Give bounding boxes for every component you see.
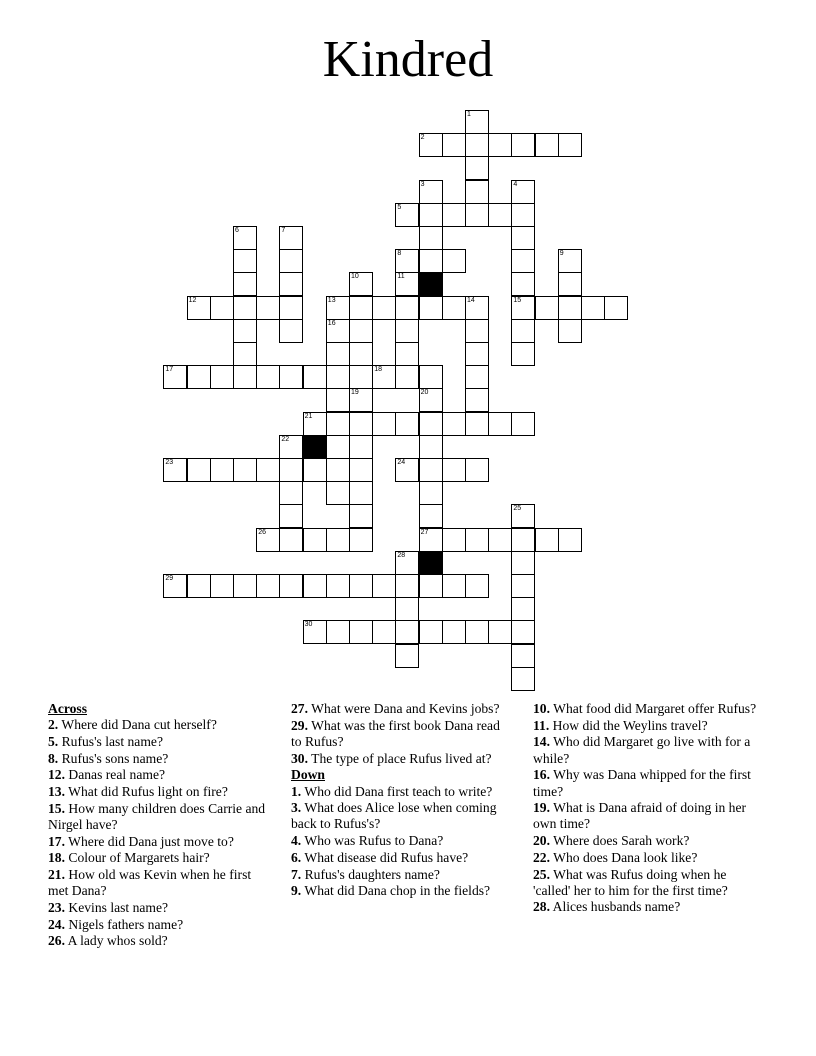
grid-cell[interactable] bbox=[349, 388, 373, 412]
grid-cell[interactable] bbox=[511, 180, 535, 204]
grid-cell[interactable] bbox=[210, 574, 234, 598]
clue-text: Who did Dana first teach to write? bbox=[304, 783, 493, 799]
across-clue bbox=[48, 917, 274, 933]
grid-cell[interactable] bbox=[511, 528, 535, 552]
across-clue bbox=[48, 834, 274, 850]
clue-text: Why was Dana whipped for the first time? bbox=[533, 767, 751, 799]
grid-cell[interactable] bbox=[419, 528, 443, 552]
grid-cell[interactable] bbox=[326, 365, 350, 389]
grid-cell[interactable] bbox=[511, 133, 535, 157]
grid-cell[interactable] bbox=[349, 458, 373, 482]
cell-number: 21 bbox=[304, 412, 313, 420]
grid-cell[interactable] bbox=[256, 528, 280, 552]
grid-cell[interactable] bbox=[511, 620, 535, 644]
grid-cell[interactable] bbox=[395, 412, 419, 436]
puzzle-title: Kindred bbox=[322, 31, 494, 88]
cell-number: 12 bbox=[188, 296, 197, 304]
cell-number: 22 bbox=[281, 435, 290, 443]
grid-cell[interactable] bbox=[395, 365, 419, 389]
grid-cell[interactable] bbox=[419, 435, 443, 459]
grid-cell[interactable] bbox=[442, 296, 466, 320]
grid-cell[interactable] bbox=[187, 296, 211, 320]
clue-number: 14. bbox=[533, 734, 550, 750]
grid-cell[interactable] bbox=[395, 597, 419, 621]
grid-cell[interactable] bbox=[419, 458, 443, 482]
grid-cell[interactable] bbox=[488, 528, 512, 552]
across-clue bbox=[48, 801, 274, 833]
grid-cell[interactable] bbox=[326, 388, 350, 412]
grid-cell[interactable] bbox=[349, 296, 373, 320]
grid-cell[interactable] bbox=[303, 365, 327, 389]
clue-text: Alices husbands name? bbox=[552, 899, 681, 915]
clue-text: Where did Dana cut herself? bbox=[61, 717, 217, 733]
grid-cell[interactable] bbox=[419, 249, 443, 273]
grid-cell[interactable] bbox=[419, 203, 443, 227]
cell-number: 17 bbox=[165, 366, 174, 374]
down-clue bbox=[291, 800, 513, 832]
grid-cell[interactable] bbox=[442, 412, 466, 436]
cell-number: 19 bbox=[351, 389, 359, 397]
grid-cell[interactable] bbox=[163, 458, 187, 482]
grid-cell[interactable] bbox=[233, 319, 257, 343]
down-clue bbox=[533, 833, 765, 849]
grid-cell[interactable] bbox=[465, 342, 489, 366]
grid-cell[interactable] bbox=[419, 296, 443, 320]
grid-cell[interactable] bbox=[349, 342, 373, 366]
grid-cell[interactable] bbox=[233, 574, 257, 598]
clue-number: 2. bbox=[48, 717, 59, 733]
grid-cell[interactable] bbox=[326, 319, 350, 343]
clue-text: What did Rufus light on fire? bbox=[68, 784, 228, 800]
black-square bbox=[303, 435, 327, 459]
across-clue bbox=[291, 701, 513, 717]
clue-number: 8. bbox=[48, 750, 59, 766]
grid-cell[interactable] bbox=[326, 481, 350, 505]
grid-cell[interactable] bbox=[465, 620, 489, 644]
across-clue bbox=[48, 867, 274, 899]
grid-cell[interactable] bbox=[465, 296, 489, 320]
grid-cell[interactable] bbox=[349, 412, 373, 436]
grid-cell[interactable] bbox=[303, 528, 327, 552]
grid-cell[interactable] bbox=[395, 620, 419, 644]
grid-cell[interactable] bbox=[511, 667, 535, 691]
grid-cell[interactable] bbox=[372, 365, 396, 389]
grid-cell[interactable] bbox=[465, 458, 489, 482]
grid-cell[interactable] bbox=[442, 620, 466, 644]
grid-cell[interactable] bbox=[511, 574, 535, 598]
cell-number: 24 bbox=[397, 459, 406, 466]
grid-cell[interactable] bbox=[442, 203, 466, 227]
grid-cell[interactable] bbox=[349, 481, 373, 505]
grid-cell[interactable] bbox=[465, 180, 489, 204]
grid-cell[interactable] bbox=[419, 133, 443, 157]
cell-number: 27 bbox=[420, 528, 429, 536]
clue-number: 9. bbox=[291, 883, 302, 899]
clue-text: What was the first book Dana read to Rufus? bbox=[291, 717, 500, 749]
grid-cell[interactable] bbox=[442, 458, 466, 482]
grid-cell[interactable] bbox=[395, 574, 419, 598]
grid-cell[interactable] bbox=[535, 528, 559, 552]
grid-cell[interactable] bbox=[303, 574, 327, 598]
grid-cell[interactable] bbox=[163, 574, 187, 598]
clue-text: Rufus's last name? bbox=[61, 733, 163, 749]
cell-number: 5 bbox=[397, 203, 402, 211]
across-clue bbox=[48, 933, 274, 949]
grid-cell[interactable] bbox=[511, 342, 535, 366]
grid-cell[interactable] bbox=[419, 388, 443, 412]
grid-cell[interactable] bbox=[465, 412, 489, 436]
cell-number: 9 bbox=[559, 250, 564, 258]
grid-cell[interactable] bbox=[558, 272, 582, 296]
clue-text: Kevins last name? bbox=[68, 899, 169, 915]
grid-cell[interactable] bbox=[210, 296, 234, 320]
grid-cell[interactable] bbox=[256, 296, 280, 320]
clue-number: 23. bbox=[48, 899, 65, 915]
across-clue bbox=[48, 900, 274, 916]
grid-cell[interactable] bbox=[465, 110, 489, 134]
clue-number: 17. bbox=[48, 833, 65, 849]
grid-cell[interactable] bbox=[163, 365, 187, 389]
grid-cell[interactable] bbox=[233, 365, 257, 389]
clue-text: What is Dana afraid of doing in her own time? bbox=[533, 800, 747, 832]
grid-cell[interactable] bbox=[465, 574, 489, 598]
down-clue bbox=[533, 718, 765, 734]
clue-number: 15. bbox=[48, 800, 65, 816]
cell-number: 3 bbox=[420, 180, 425, 188]
clue-text: Rufus's sons name? bbox=[61, 750, 169, 766]
grid-cell[interactable] bbox=[349, 272, 373, 296]
clue-text: How many children does Carrie and Nirgel have? bbox=[48, 800, 266, 832]
grid-cell[interactable] bbox=[511, 203, 535, 227]
grid-cell[interactable] bbox=[372, 412, 396, 436]
clue-number: 6. bbox=[291, 849, 302, 865]
across-clue bbox=[291, 751, 513, 767]
down-clue bbox=[291, 850, 513, 866]
clue-number: 24. bbox=[48, 916, 65, 932]
grid-cell[interactable] bbox=[233, 342, 257, 366]
clue-text: What disease did Rufus have? bbox=[304, 849, 469, 865]
clue-number: 4. bbox=[291, 833, 302, 849]
grid-cell[interactable] bbox=[372, 620, 396, 644]
grid-cell[interactable] bbox=[395, 644, 419, 668]
grid-cell[interactable] bbox=[349, 620, 373, 644]
black-square bbox=[419, 551, 443, 575]
grid-cell[interactable] bbox=[511, 272, 535, 296]
cell-number: 28 bbox=[397, 551, 406, 559]
clue-text: Rufus's daughters name? bbox=[304, 866, 440, 882]
grid-cell[interactable] bbox=[511, 551, 535, 575]
grid-cell[interactable] bbox=[279, 272, 303, 296]
clue-text: Danas real name? bbox=[68, 767, 166, 783]
cell-number: 4 bbox=[513, 180, 518, 188]
clue-text: Who was Rufus to Dana? bbox=[304, 833, 444, 849]
grid-cell[interactable] bbox=[465, 365, 489, 389]
grid-cell[interactable] bbox=[279, 249, 303, 273]
grid-cell[interactable] bbox=[419, 226, 443, 250]
grid-cell[interactable] bbox=[326, 458, 350, 482]
cell-number: 1 bbox=[467, 111, 471, 118]
clue-number: 3. bbox=[291, 800, 302, 816]
grid-cell[interactable] bbox=[233, 296, 257, 320]
clue-number: 10. bbox=[533, 701, 550, 716]
clue-text: Nigels fathers name? bbox=[68, 916, 184, 932]
grid-cell[interactable] bbox=[279, 504, 303, 528]
clue-text: Where does Sarah work? bbox=[553, 833, 690, 849]
black-square bbox=[419, 272, 443, 296]
down-clue bbox=[533, 767, 765, 799]
grid-cell[interactable] bbox=[395, 458, 419, 482]
clue-text: Who does Dana look like? bbox=[553, 849, 698, 865]
grid-cell[interactable] bbox=[442, 574, 466, 598]
down-clue bbox=[291, 883, 513, 899]
cell-number: 6 bbox=[235, 227, 239, 234]
grid-cell[interactable] bbox=[187, 574, 211, 598]
cell-number: 29 bbox=[165, 575, 174, 582]
clues-column-1 bbox=[48, 701, 274, 950]
grid-cell[interactable] bbox=[558, 296, 582, 320]
cell-number: 7 bbox=[281, 227, 286, 234]
down-clue bbox=[291, 833, 513, 849]
cell-number: 26 bbox=[258, 528, 266, 536]
clue-number: 12. bbox=[48, 767, 65, 783]
grid-cell[interactable] bbox=[256, 574, 280, 598]
clue-number: 26. bbox=[48, 933, 65, 949]
grid-cell[interactable] bbox=[326, 435, 350, 459]
grid-cell[interactable] bbox=[279, 528, 303, 552]
grid-cell[interactable] bbox=[558, 249, 582, 273]
down-clue bbox=[533, 867, 765, 899]
cell-number: 16 bbox=[327, 319, 336, 327]
down-clue bbox=[533, 800, 765, 832]
clue-number: 30. bbox=[291, 750, 308, 766]
grid-cell[interactable] bbox=[465, 388, 489, 412]
clue-number: 21. bbox=[48, 867, 65, 883]
clue-text: A lady whos sold? bbox=[67, 933, 168, 949]
grid-cell[interactable] bbox=[349, 528, 373, 552]
grid-cell[interactable] bbox=[395, 319, 419, 343]
clue-number: 29. bbox=[291, 717, 308, 733]
grid-cell[interactable] bbox=[511, 296, 535, 320]
grid-cell[interactable] bbox=[349, 435, 373, 459]
clue-text: What does Alice lose when coming back to Rufus's? bbox=[291, 800, 497, 832]
grid-cell[interactable] bbox=[419, 412, 443, 436]
grid-cell[interactable] bbox=[581, 296, 605, 320]
down-clue bbox=[533, 899, 765, 915]
down-clue bbox=[533, 701, 765, 717]
grid-cell[interactable] bbox=[395, 296, 419, 320]
grid-cell[interactable] bbox=[558, 133, 582, 157]
clue-number: 27. bbox=[291, 701, 308, 716]
grid-cell[interactable] bbox=[279, 574, 303, 598]
across-clue bbox=[48, 767, 274, 783]
grid-cell[interactable] bbox=[465, 528, 489, 552]
down-clue bbox=[291, 784, 513, 800]
clue-number: 11. bbox=[533, 717, 550, 733]
clue-text: Where did Dana just move to? bbox=[68, 833, 234, 849]
grid-cell[interactable] bbox=[326, 620, 350, 644]
clue-text: What was Rufus doing when he 'called' her to him for the first time? bbox=[533, 866, 728, 898]
clue-number: 19. bbox=[533, 800, 550, 816]
grid-cell[interactable] bbox=[210, 365, 234, 389]
grid-cell[interactable] bbox=[511, 504, 535, 528]
grid-cell[interactable] bbox=[465, 133, 489, 157]
clue-number: 22. bbox=[533, 849, 550, 865]
grid-cell[interactable] bbox=[419, 574, 443, 598]
grid-cell[interactable] bbox=[372, 296, 396, 320]
grid-cell[interactable] bbox=[187, 458, 211, 482]
grid-cell[interactable] bbox=[558, 528, 582, 552]
clue-text: Who did Margaret go live with for a while? bbox=[533, 734, 751, 766]
grid-cell[interactable] bbox=[303, 620, 327, 644]
clue-number: 7. bbox=[291, 866, 302, 882]
grid-cell[interactable] bbox=[488, 133, 512, 157]
grid-cell[interactable] bbox=[442, 249, 466, 273]
clue-number: 13. bbox=[48, 784, 65, 800]
grid-cell[interactable] bbox=[511, 597, 535, 621]
grid-cell[interactable] bbox=[326, 528, 350, 552]
clue-number: 5. bbox=[48, 733, 59, 749]
grid-cell[interactable] bbox=[419, 504, 443, 528]
grid-cell[interactable] bbox=[535, 133, 559, 157]
grid-cell[interactable] bbox=[326, 574, 350, 598]
grid-cell[interactable] bbox=[349, 504, 373, 528]
clue-text: Colour of Margarets hair? bbox=[68, 850, 210, 866]
grid-cell[interactable] bbox=[442, 528, 466, 552]
grid-cell[interactable] bbox=[279, 458, 303, 482]
grid-cell[interactable] bbox=[419, 365, 443, 389]
grid-cell[interactable] bbox=[511, 319, 535, 343]
grid-cell[interactable] bbox=[535, 296, 559, 320]
grid-cell[interactable] bbox=[442, 133, 466, 157]
grid-cell[interactable] bbox=[419, 180, 443, 204]
grid-cell[interactable] bbox=[279, 365, 303, 389]
clue-number: 1. bbox=[291, 783, 302, 799]
grid-cell[interactable] bbox=[395, 272, 419, 296]
grid-cell[interactable] bbox=[279, 296, 303, 320]
down-clue bbox=[291, 867, 513, 883]
grid-cell[interactable] bbox=[604, 296, 628, 320]
across-heading: Across bbox=[48, 701, 88, 716]
grid-cell[interactable] bbox=[233, 249, 257, 273]
grid-cell[interactable] bbox=[465, 203, 489, 227]
grid-cell[interactable] bbox=[349, 319, 373, 343]
across-clue bbox=[48, 784, 274, 800]
clue-text: The type of place Rufus lived at? bbox=[311, 750, 492, 766]
grid-cell[interactable] bbox=[349, 574, 373, 598]
clue-text: How old was Kevin when he first met Dana? bbox=[48, 867, 252, 899]
cell-number: 30 bbox=[304, 621, 313, 629]
clue-number: 28. bbox=[533, 899, 550, 915]
grid-cell[interactable] bbox=[303, 458, 327, 482]
grid-cell[interactable] bbox=[233, 458, 257, 482]
clue-number: 20. bbox=[533, 833, 550, 849]
down-clue bbox=[533, 734, 765, 766]
grid-cell[interactable] bbox=[488, 620, 512, 644]
grid-cell[interactable] bbox=[395, 249, 419, 273]
cell-number: 23 bbox=[165, 459, 174, 466]
grid-cell[interactable] bbox=[511, 412, 535, 436]
grid-cell[interactable] bbox=[419, 481, 443, 505]
grid-cell[interactable] bbox=[256, 458, 280, 482]
clue-number: 16. bbox=[533, 767, 550, 783]
cell-number: 8 bbox=[397, 250, 402, 258]
clue-number: 18. bbox=[48, 850, 65, 866]
clue-text: How did the Weylins travel? bbox=[552, 717, 708, 733]
grid-cell[interactable] bbox=[419, 620, 443, 644]
clue-text: What food did Margaret offer Rufus? bbox=[553, 701, 757, 716]
cell-number: 11 bbox=[397, 273, 405, 281]
grid-cell[interactable] bbox=[349, 365, 373, 389]
cell-number: 18 bbox=[374, 366, 382, 374]
grid-cell[interactable] bbox=[326, 342, 350, 366]
cell-number: 20 bbox=[420, 389, 429, 397]
cell-number: 2 bbox=[420, 134, 425, 142]
cell-number: 25 bbox=[513, 505, 522, 513]
grid-cell[interactable] bbox=[395, 342, 419, 366]
down-heading: Down bbox=[291, 767, 325, 783]
grid-cell[interactable] bbox=[279, 226, 303, 250]
grid-cell[interactable] bbox=[233, 226, 257, 250]
grid-cell[interactable] bbox=[488, 203, 512, 227]
grid-cell[interactable] bbox=[279, 481, 303, 505]
grid-cell[interactable] bbox=[465, 156, 489, 180]
cell-number: 13 bbox=[327, 296, 336, 304]
cell-number: 14 bbox=[467, 296, 475, 304]
clues-column-2 bbox=[291, 701, 513, 900]
grid-cell[interactable] bbox=[187, 365, 211, 389]
clue-text: What were Dana and Kevins jobs? bbox=[311, 701, 500, 716]
across-clue bbox=[48, 734, 274, 750]
grid-cell[interactable] bbox=[372, 574, 396, 598]
grid-cell[interactable] bbox=[395, 203, 419, 227]
grid-cell[interactable] bbox=[488, 412, 512, 436]
clue-text: What did Dana chop in the fields? bbox=[304, 883, 491, 899]
grid-cell[interactable] bbox=[256, 365, 280, 389]
grid-cell[interactable] bbox=[279, 319, 303, 343]
down-clue bbox=[533, 850, 765, 866]
grid-cell[interactable] bbox=[233, 272, 257, 296]
clue-number: 25. bbox=[533, 866, 550, 882]
grid-cell[interactable] bbox=[395, 551, 419, 575]
cell-number: 15 bbox=[513, 296, 522, 304]
grid-cell[interactable] bbox=[511, 644, 535, 668]
grid-cell[interactable] bbox=[326, 412, 350, 436]
grid-cell[interactable] bbox=[210, 458, 234, 482]
clues-column-3 bbox=[533, 701, 765, 916]
grid-cell[interactable] bbox=[511, 226, 535, 250]
across-clue bbox=[48, 751, 274, 767]
across-clue bbox=[48, 850, 274, 866]
across-clue bbox=[48, 717, 274, 733]
grid-cell[interactable] bbox=[511, 249, 535, 273]
grid-cell[interactable] bbox=[465, 319, 489, 343]
grid-cell[interactable] bbox=[279, 435, 303, 459]
grid-cell[interactable] bbox=[303, 412, 327, 436]
grid-cell[interactable] bbox=[326, 296, 350, 320]
across-clue bbox=[291, 718, 513, 750]
grid-cell[interactable] bbox=[558, 319, 582, 343]
cell-number: 10 bbox=[351, 273, 359, 281]
